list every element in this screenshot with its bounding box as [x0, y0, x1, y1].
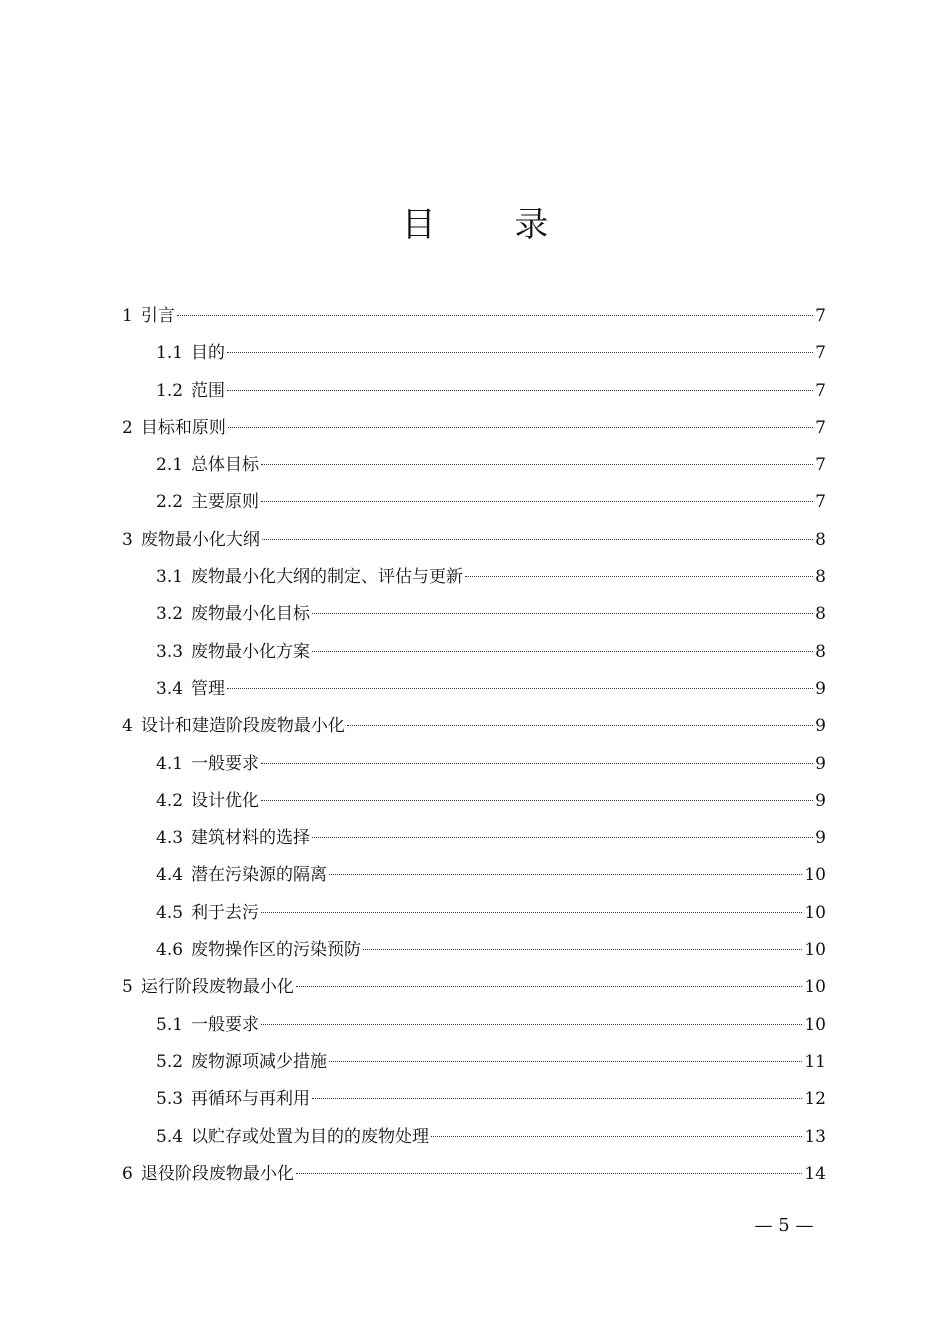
toc-entry-title: 废物最小化方案 — [191, 641, 311, 662]
dot-leader — [363, 949, 802, 950]
toc-entry-page: 7 — [815, 380, 826, 401]
toc-entry[interactable] — [122, 1044, 826, 1081]
dot-leader — [312, 651, 813, 652]
dot-leader — [227, 352, 813, 353]
dot-leader — [431, 1136, 802, 1137]
toc-entry-page: 10 — [804, 865, 826, 886]
toc-entry-page: 9 — [815, 753, 826, 774]
toc-entry-number: 1.2 — [156, 380, 184, 401]
toc-entry-page: 10 — [804, 902, 826, 923]
toc-entry-page: 9 — [815, 716, 826, 737]
toc-entry-title: 设计优化 — [191, 790, 260, 811]
toc-entry-title: 目标和原则 — [140, 417, 226, 438]
toc-entry[interactable] — [122, 1007, 826, 1044]
toc-entry-number: 1 — [122, 306, 133, 326]
toc-entry[interactable] — [122, 783, 826, 820]
toc-entry-title: 总体目标 — [191, 455, 260, 476]
toc-entry[interactable] — [122, 373, 826, 410]
toc-entry-number: 4.6 — [156, 940, 184, 961]
toc-entry-title: 以贮存或处置为目的的废物处理 — [191, 1126, 430, 1147]
toc-entry-title: 一般要求 — [191, 753, 260, 774]
dot-leader — [261, 501, 813, 502]
toc-entry-title: 主要原则 — [191, 492, 260, 513]
dot-leader — [261, 1024, 802, 1025]
toc-entry-title: 再循环与再利用 — [191, 1089, 311, 1110]
dot-leader — [227, 390, 813, 391]
toc-entry[interactable] — [122, 522, 826, 559]
toc-entry[interactable] — [122, 335, 826, 372]
toc-entry[interactable] — [122, 410, 826, 447]
toc-entry[interactable] — [122, 932, 826, 969]
toc-entry-page: 8 — [815, 604, 826, 625]
page-title: 目 录 — [401, 205, 583, 245]
dot-leader — [261, 464, 813, 465]
toc-entry-page: 7 — [815, 306, 826, 326]
toc-entry-number: 5.3 — [156, 1089, 184, 1110]
toc-entry-number: 4.3 — [156, 828, 184, 849]
dot-leader — [177, 315, 813, 316]
toc-entry-title: 废物源项减少措施 — [191, 1051, 328, 1072]
dot-leader — [329, 874, 802, 875]
toc-entry-page: 10 — [804, 977, 826, 998]
toc-entry-title: 潜在污染源的隔离 — [191, 865, 328, 886]
toc-entry-number: 5.2 — [156, 1051, 184, 1072]
toc-entry-number: 5 — [122, 977, 133, 998]
toc-entry-title: 一般要求 — [191, 1014, 260, 1035]
toc-entry-number: 3.1 — [156, 567, 184, 588]
dot-leader — [296, 1173, 803, 1174]
dot-leader — [261, 800, 813, 801]
toc-entry-number: 3.4 — [156, 678, 184, 699]
toc-entry-title: 目的 — [191, 343, 226, 364]
toc-entry-number: 4.1 — [156, 753, 184, 774]
toc-entry[interactable] — [122, 298, 826, 335]
toc-entry-number: 2.1 — [156, 455, 184, 476]
toc-entry-number: 5.1 — [156, 1014, 184, 1035]
toc-entry-title: 建筑材料的选择 — [191, 828, 311, 849]
toc-entry[interactable] — [122, 820, 826, 857]
toc-entry-number: 3 — [122, 529, 133, 550]
dot-leader — [262, 539, 813, 540]
dot-leader — [329, 1061, 802, 1062]
table-of-contents — [122, 298, 826, 1193]
toc-entry-page: 7 — [815, 455, 826, 476]
dot-leader — [261, 912, 802, 913]
page-number: — 5 — — [754, 1215, 814, 1236]
dot-leader — [228, 427, 813, 428]
toc-entry-number: 5.4 — [156, 1126, 184, 1147]
toc-entry-page: 9 — [815, 678, 826, 699]
toc-entry[interactable] — [122, 746, 826, 783]
dot-leader — [261, 763, 813, 764]
toc-entry-page: 9 — [815, 790, 826, 811]
toc-entry-title: 引言 — [140, 306, 175, 326]
toc-entry-title: 运行阶段废物最小化 — [140, 977, 294, 998]
toc-entry-number: 4 — [122, 716, 133, 737]
dot-leader — [312, 613, 813, 614]
toc-entry[interactable] — [122, 559, 826, 596]
toc-entry-page: 10 — [804, 940, 826, 961]
toc-entry-title: 设计和建造阶段废物最小化 — [140, 716, 345, 737]
toc-entry-page: 8 — [815, 641, 826, 662]
toc-entry-page: 7 — [815, 343, 826, 364]
toc-entry-number: 2 — [122, 417, 133, 438]
toc-entry-page: 7 — [815, 417, 826, 438]
toc-entry-page: 7 — [815, 492, 826, 513]
toc-entry-number: 1.1 — [156, 343, 184, 364]
toc-entry[interactable] — [122, 484, 826, 521]
toc-entry-page: 13 — [804, 1126, 826, 1147]
toc-entry-title: 废物最小化大纲 — [140, 529, 260, 550]
toc-entry-title: 退役阶段废物最小化 — [140, 1163, 294, 1184]
toc-entry-page: 8 — [815, 529, 826, 550]
toc-entry-number: 2.2 — [156, 492, 184, 513]
dot-leader — [296, 986, 803, 987]
toc-entry[interactable] — [122, 857, 826, 894]
toc-entry-page: 11 — [804, 1051, 826, 1072]
toc-entry[interactable] — [122, 596, 826, 633]
toc-entry-title: 废物最小化大纲的制定、评估与更新 — [191, 567, 464, 588]
toc-entry-title: 利于去污 — [191, 902, 260, 923]
toc-entry-title: 范围 — [191, 380, 226, 401]
toc-entry-page: 12 — [804, 1089, 826, 1110]
dot-leader — [312, 1098, 802, 1099]
toc-entry-title: 管理 — [191, 678, 226, 699]
toc-entry[interactable] — [122, 1081, 826, 1118]
toc-entry-number: 4.5 — [156, 902, 184, 923]
toc-entry[interactable] — [122, 671, 826, 708]
toc-entry[interactable] — [122, 447, 826, 484]
toc-entry-number: 3.2 — [156, 604, 184, 625]
dot-leader — [227, 688, 813, 689]
toc-entry-number: 4.2 — [156, 790, 184, 811]
toc-entry-number: 3.3 — [156, 641, 184, 662]
toc-entry[interactable] — [122, 1119, 826, 1156]
toc-entry-page: 10 — [804, 1014, 826, 1035]
dot-leader — [465, 576, 813, 577]
toc-entry[interactable] — [122, 1156, 826, 1193]
toc-entry[interactable] — [122, 708, 826, 745]
toc-entry-page: 14 — [804, 1163, 826, 1184]
toc-entry-title: 废物操作区的污染预防 — [191, 940, 362, 961]
dot-leader — [312, 837, 813, 838]
toc-entry[interactable] — [122, 634, 826, 671]
toc-entry[interactable] — [122, 895, 826, 932]
toc-entry-page: 9 — [815, 828, 826, 849]
toc-entry[interactable] — [122, 969, 826, 1006]
dot-leader — [347, 725, 813, 726]
toc-entry-number: 4.4 — [156, 865, 184, 886]
toc-entry-number: 6 — [122, 1163, 133, 1184]
toc-entry-title: 废物最小化目标 — [191, 604, 311, 625]
toc-entry-page: 8 — [815, 567, 826, 588]
